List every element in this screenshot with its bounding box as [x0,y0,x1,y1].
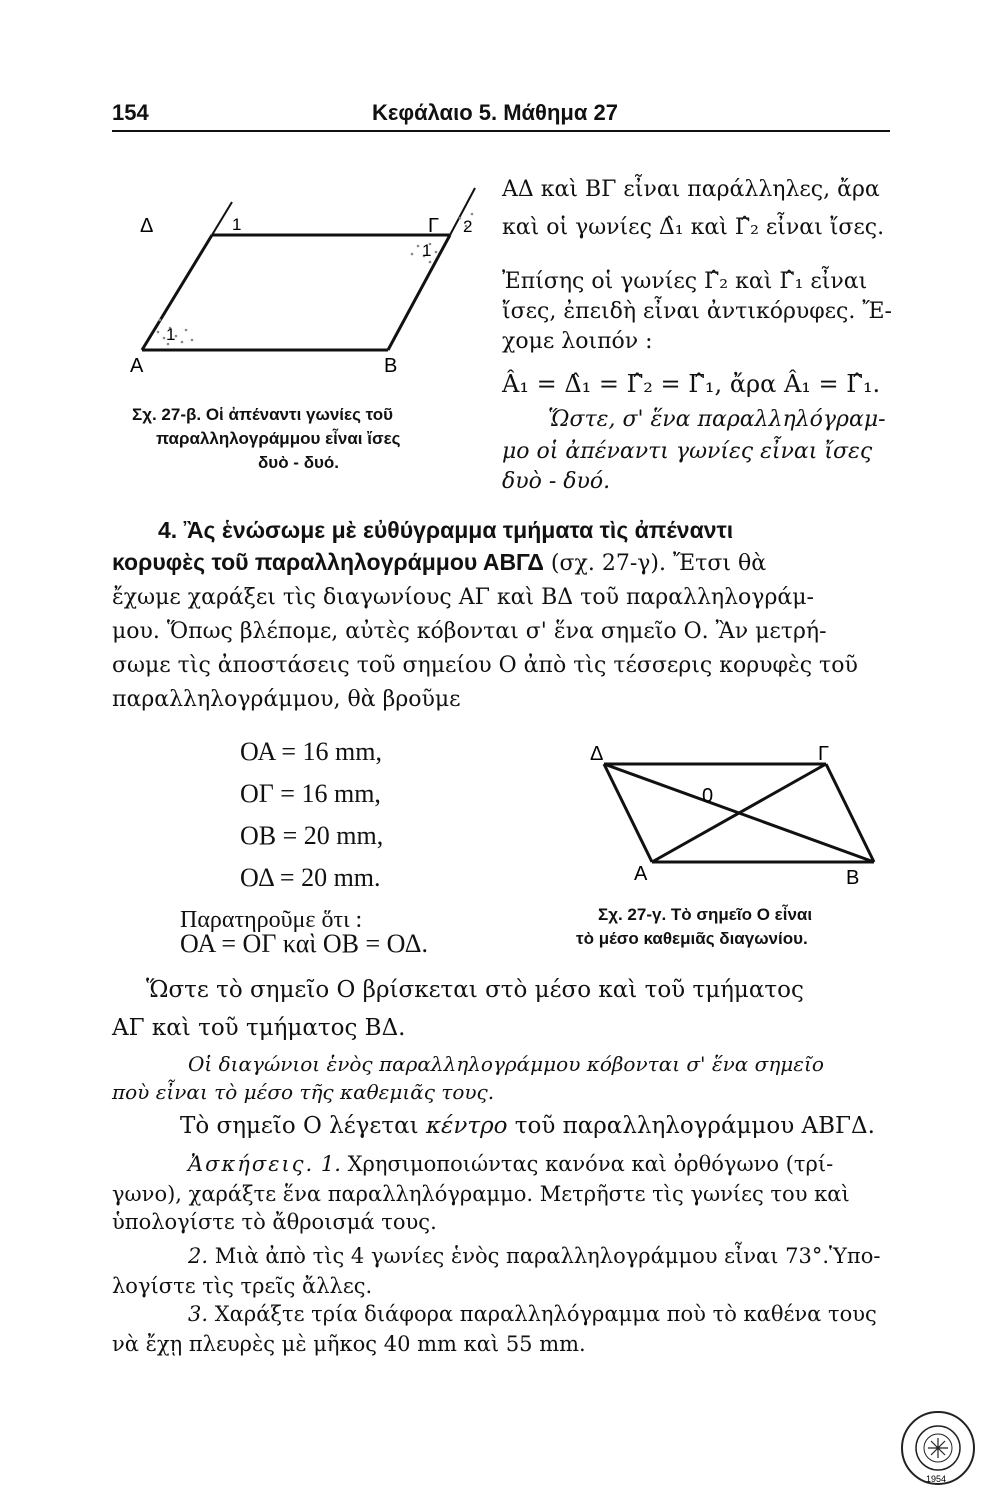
figb-label-top-left: Δ [140,215,154,237]
figc-label-bottom-right: Β [846,867,860,889]
chapter-title: Κεφάλαιο 5. Μάθημα 27 [372,100,618,125]
conclusion-line-1: Ὥστε τὸ σημεῖο Ο βρίσκεται στὸ μέσο καὶ τοῦ τμήματος [146,977,804,1003]
exercise-1-number: 1. [320,1152,341,1176]
exercise-1-line-1 [188,1150,833,1178]
header-rule [112,130,890,132]
exercise-2-line-2: λογίστε τὶς τρεῖς ἄλλες. [112,1274,373,1298]
right-col-line-4: ἴσες, ἐπειδὴ εἶναι ἀντικόρυφες. Ἔ- [502,299,892,324]
result-equation: ΟΑ = ΟΓ καὶ ΟΒ = ΟΔ. [180,929,428,958]
theorem1-line-2: μο οἱ ἀπέναντι γωνίες εἶναι ἴσες [502,439,873,464]
figb-angle-g2: 2 [463,217,473,236]
figb-angle-a1: 1 [166,325,176,344]
theorem1-line-1: Ὥστε, σ' ἕνα παραλληλόγραμ- [548,407,886,432]
exercise-1-line-2: γωνο), χαράξτε ἕνα παραλληλόγραμμο. Μετρῆστε τὶς γωνίες του καὶ [112,1182,850,1206]
exercise-3-line-2: νὰ ἔχῃ πλευρὲς μὲ μῆκος 40 mm καὶ 55 mm. [112,1332,586,1356]
section4-line-3: ἔχωμε χαράξει τὶς διαγωνίους ΑΓ καὶ ΒΔ τοῦ παραλληλογράμ- [112,585,814,610]
figb-label-bottom-right: Β [384,355,398,377]
right-col-line-2: καὶ οἱ γωνίες Δ̂₁ καὶ Γ̂₂ εἶναι ἴσες. [502,215,885,240]
figure-parallelogram-angles [130,170,490,380]
figb-label-top-right: Γ [428,215,440,237]
section4-line-4: μου. Ὅπως βλέπομε, αὐτὲς κόβονται σ' ἕνα σημεῖο Ο. Ἂν μετρή- [112,619,827,644]
exercise-1-text-1: Χρησιμοποιώντας κανόνα καὶ ὀρθόγωνο (τρί- [347,1152,834,1176]
figure-c-caption-1: Σχ. 27-γ. Τὸ σημεῖο Ο εἶναι [598,905,813,924]
equation-ob: ΟΒ = 20 mm, [240,821,384,850]
figure-b-caption-3: δυὸ - δυό. [258,453,340,472]
figc-label-top-right: Γ [818,743,830,765]
equation-og: ΟΓ = 16 mm, [240,779,381,808]
definition-line [180,1112,875,1140]
library-stamp [898,1408,978,1488]
figure-b-caption-1: Σχ. 27-β. Οἱ ἀπέναντι γωνίες τοῦ [132,405,394,424]
right-col-line-1: ΑΔ καὶ ΒΓ εἶναι παράλληλες, ἄρα [502,177,880,202]
conclusion-line-2: ΑΓ καὶ τοῦ τμήματος ΒΔ. [112,1015,406,1041]
section4-line-2 [112,548,766,578]
exercises-title: Ἀσκήσεις. [188,1152,315,1176]
page-number: 154 [112,100,149,125]
section4-line-1: 4. Ἂς ἑνώσωμε μὲ εὐθύγραμμα τμήματα τὶς ἀπέναντι [158,517,734,543]
exercise-1-line-3: ὑπολογίστε τὸ ἄθροισμά τους. [112,1210,437,1234]
right-col-line-6: Â₁ = Δ̂₁ = Γ̂₂ = Γ̂₁, ἄρα Â₁ = Γ̂₁. [502,370,881,398]
figb-label-bottom-left: Α [130,355,144,377]
figure-c-caption-2: τὸ μέσο καθεμιᾶς διαγωνίου. [576,929,808,948]
right-col-line-5: χομε λοιπόν : [502,329,653,354]
section4-line-2-rest: (σχ. 27-γ). Ἔτσι θὰ [543,551,767,576]
figc-label-center: 0 [702,785,714,807]
definition-after: τοῦ παραλληλογράμμου ΑΒΓΔ. [507,1113,875,1139]
right-col-line-3: Ἐπίσης οἱ γωνίες Γ̂₂ καὶ Γ̂₁ εἶναι [502,269,868,294]
equation-oa: ΟΑ = 16 mm, [240,737,382,766]
equation-od: ΟΔ = 20 mm. [240,863,381,892]
definition-before: Τὸ σημεῖο Ο λέγεται [180,1113,426,1139]
theorem1-line-3: δυὸ - δυό. [502,469,611,494]
exercise-3-number: 3. [188,1302,209,1326]
exercise-2-line-1 [188,1242,880,1270]
figure-parallelogram-diagonals [590,740,890,890]
exercise-2-text-1: Μιὰ ἀπὸ τὶς 4 γωνίες ἑνὸς παραλληλογράμμου εἶναι 73°.Ὑπο- [214,1244,881,1268]
definition-term: κέντρο [425,1113,508,1139]
section4-line-2-bold: κορυφὲς τοῦ παραλληλογράμμου ΑΒΓΔ [112,549,544,575]
stamp-year: 1954 [926,1474,947,1484]
section4-line-6: παραλληλογράμμου, θὰ βροῦμε [112,687,461,712]
exercise-2-number: 2. [188,1244,209,1268]
theorem2-line-2: ποὺ εἶναι τὸ μέσο τῆς καθεμιᾶς τους. [112,1080,495,1104]
figure-b-caption-2: παραλληλογράμμου εἶναι ἴσες [156,429,401,448]
figb-angle-d1: 1 [232,215,242,234]
exercise-3-line-1 [188,1300,877,1328]
theorem2-line-1: Οἱ διαγώνιοι ἑνὸς παραλληλογράμμου κόβονται σ' ἕνα σημεῖο [188,1052,824,1076]
figc-label-bottom-left: Α [634,863,648,885]
figb-angle-g1: 1 [422,241,432,260]
exercise-3-text-1: Χαράξτε τρία διάφορα παραλληλόγραμμα ποὺ τὸ καθένα τους [214,1302,877,1326]
section4-line-5: σωμε τὶς ἀποστάσεις τοῦ σημείου Ο ἀπὸ τὶς τέσσερις κορυφὲς τοῦ [112,653,858,678]
figc-label-top-left: Δ [590,743,604,765]
observe-text: Παρατηροῦμε ὅτι : [180,907,363,933]
